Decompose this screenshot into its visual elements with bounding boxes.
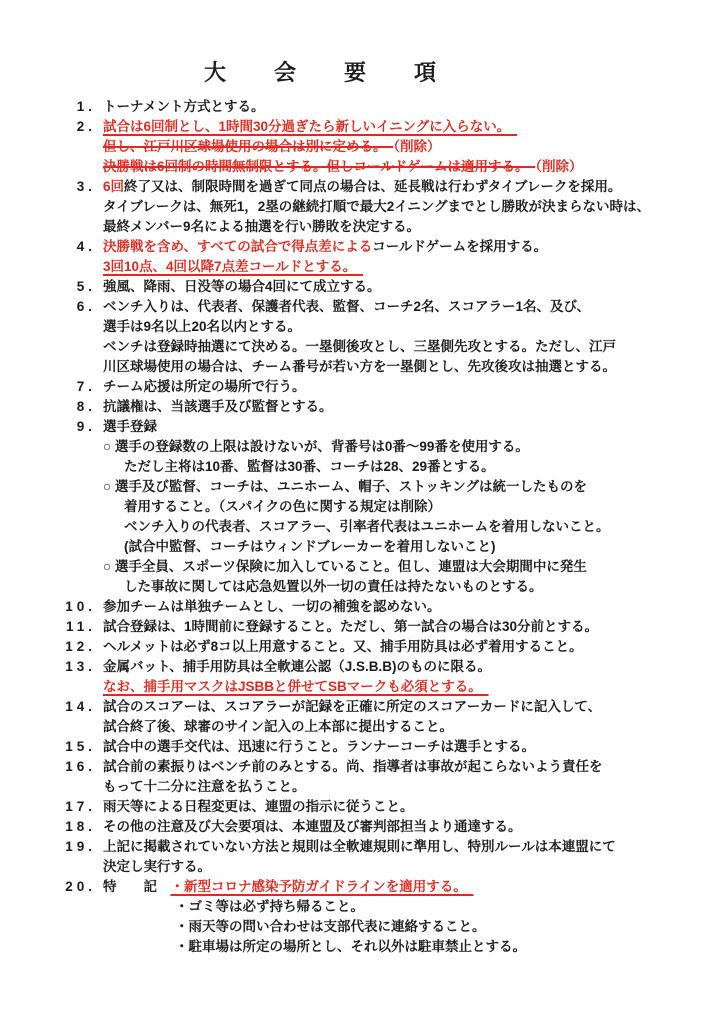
document-item-7	[0, 377, 724, 397]
item-line	[103, 517, 724, 537]
text-segment: ベンチ入りは、代表者、保護者代表、監督、コーチ2名、スコアラー1名、及び、	[103, 299, 590, 314]
text-segment: 参加チームは単独チームとし、一切の補強を認めない。	[103, 599, 441, 614]
item-line	[103, 537, 724, 557]
text-segment: (試合中監督、コーチはウィンドブレーカーを着用しないこと)	[124, 539, 496, 554]
text-segment: なお、捕手用マスクはJSBBと併せてSBマークも必須とする。	[103, 679, 489, 694]
item-line	[103, 477, 724, 497]
item-number: 19.	[65, 839, 96, 854]
item-line	[103, 717, 724, 737]
document-item-20	[0, 877, 724, 957]
text-segment: ベンチ入りの代表者、スコアラー、引率者代表はユニホームを着用しないこと。	[124, 519, 610, 534]
document-item-11	[0, 617, 724, 637]
item-line	[103, 297, 724, 317]
item-line	[103, 337, 724, 357]
text-segment: 川区球場使用の場合は、チーム番号が若い方を一塁側とし、先攻後攻は抽選とする。	[103, 359, 616, 374]
document-item-10	[0, 597, 724, 617]
text-segment: 但し、江戸川区球場使用の場合は別に定める。	[103, 139, 394, 154]
item-number: 9.	[76, 419, 96, 434]
document-item-2	[0, 117, 724, 177]
item-number: 8.	[76, 399, 96, 414]
text-segment: 試合は6回制とし、1時間30分過ぎたら新しいイニングに入らない。	[103, 119, 517, 134]
text-segment: 着用すること。（スパイクの色に関する規定は削除）	[124, 499, 441, 514]
item-number: 11.	[65, 619, 96, 634]
item-number: 2.	[76, 119, 96, 134]
item-number: 18.	[65, 819, 96, 834]
text-segment: 抗議権は、当該選手及び監督とする。	[103, 399, 333, 414]
text-segment: （削除）	[535, 159, 583, 174]
item-number: 17.	[65, 799, 96, 814]
text-segment: 金属バット、捕手用防具は全軟連公認（J.S.B.B)のものに限る。	[103, 659, 492, 674]
item-number: 15.	[65, 739, 96, 754]
item-line	[103, 757, 724, 777]
text-segment: 試合前の素振りはベンチ前のみとする。尚、指導者は事故が起こらないよう責任を	[103, 759, 603, 774]
item-line	[103, 177, 724, 197]
item-number: 10.	[65, 599, 96, 614]
item-line	[103, 617, 724, 637]
text-segment: コールドゲームを採用する。	[372, 239, 548, 254]
text-segment: ヘルメットは必ず8コ以上用意すること。又、捕手用防具は必ず着用すること。	[103, 639, 583, 654]
item-line	[103, 817, 724, 837]
text-segment: 選手登録	[103, 419, 157, 434]
text-segment: 決勝戦は6回制の時間無制限とする。但しコールドゲームは適用する。	[103, 159, 536, 174]
item-number: 20.	[65, 879, 96, 894]
item-line	[103, 677, 724, 697]
text-segment: 決勝戦を含め、すべての試合で得点差による	[103, 239, 373, 254]
item-line	[103, 317, 724, 337]
document-body	[0, 97, 724, 957]
text-segment: （削除）	[393, 139, 441, 154]
document-item-16	[0, 757, 724, 797]
document-item-19	[0, 837, 724, 877]
text-segment: 特 記	[103, 879, 171, 894]
text-segment: 3回10点、4回以降7点差コールドとする。	[103, 259, 364, 274]
text-segment: した事故に関しては応急処置以外一切の責任は持たないものとする。	[124, 579, 543, 594]
item-line	[103, 797, 724, 817]
text-segment: 決定し実行する。	[103, 859, 211, 874]
text-segment: 試合登録は、1時間前に登録すること。ただし、第一試合の場合は30分前とする。	[103, 619, 599, 634]
document-item-17	[0, 797, 724, 817]
item-line	[103, 137, 724, 157]
document-item-18	[0, 817, 724, 837]
document-item-14	[0, 697, 724, 737]
item-line	[103, 457, 724, 477]
item-line	[103, 657, 724, 677]
item-line	[103, 397, 724, 417]
item-number: 3.	[76, 179, 96, 194]
text-segment: その他の注意及び大会要項は、本連盟及び審判部担当より通達する。	[103, 819, 522, 834]
document-item-5	[0, 277, 724, 297]
text-segment: 選手は9名以上20名以内とする。	[103, 319, 302, 334]
item-line	[103, 637, 724, 657]
text-segment: チーム応援は所定の場所で行う。	[103, 379, 306, 394]
item-line	[103, 257, 724, 277]
document-item-13	[0, 657, 724, 697]
item-line	[103, 217, 724, 237]
text-segment: ・駐車場は所定の場所とし、それ以外は駐車禁止とする。	[175, 939, 526, 954]
item-line	[103, 237, 724, 257]
item-line	[103, 197, 724, 217]
item-number: 12.	[65, 639, 96, 654]
item-line	[103, 357, 724, 377]
text-segment: ○ 選手の登録数の上限は設けないが、背番号は0番～99番を使用する。	[103, 439, 529, 454]
item-number: 6.	[76, 299, 96, 314]
text-segment: 試合終了後、球審のサイン記入の上本部に提出すること。	[103, 719, 454, 734]
text-segment: ○ 選手及び監督、コーチは、ユニホーム、帽子、ストッキングは統一したものを	[103, 479, 587, 494]
item-line	[103, 877, 724, 897]
text-segment: 6回	[103, 179, 125, 194]
text-segment: ただし主将は10番、監督は30番、コーチは28、29番とする。	[124, 459, 495, 474]
text-segment: ・新型コロナ感染予防ガイドラインを適用する。	[170, 879, 474, 894]
item-line	[103, 97, 724, 117]
item-line	[103, 737, 724, 757]
text-segment: 強風、降雨、日没等の場合4回にて成立する。	[103, 279, 381, 294]
document-item-1	[0, 97, 724, 117]
text-segment: トーナメント方式とする。	[103, 99, 265, 114]
item-number: 1.	[76, 99, 96, 114]
text-segment: 終了又は、制限時間を過ぎて同点の場合は、延長戦は行わずタイブレークを採用。	[124, 179, 622, 194]
item-line	[103, 277, 724, 297]
item-number: 7.	[76, 379, 96, 394]
item-number: 13.	[65, 659, 96, 674]
item-line	[103, 697, 724, 717]
item-line	[103, 917, 724, 937]
document-item-3	[0, 177, 724, 237]
item-line	[103, 497, 724, 517]
document-item-4	[0, 237, 724, 277]
text-segment: ・ゴミ等は必ず持ち帰ること。	[175, 899, 364, 914]
text-segment: 上記に掲載されていない方法と規則は全軟連規則に準用し、特別ルールは本連盟にて	[103, 839, 616, 854]
item-line	[103, 117, 724, 137]
item-line	[103, 837, 724, 857]
item-number: 4.	[76, 239, 96, 254]
text-segment: ・雨天等の問い合わせは支部代表に連絡すること。	[175, 919, 486, 934]
page-title: 大 会 要 項	[204, 60, 450, 85]
document-item-8	[0, 397, 724, 417]
item-line	[103, 557, 724, 577]
text-segment: もって十二分に注意を払うこと。	[103, 779, 306, 794]
document-item-15	[0, 737, 724, 757]
item-line	[103, 437, 724, 457]
text-segment: 試合のスコアーは、スコアラーが記録を正確に所定のスコアーカードに記入して、	[103, 699, 602, 714]
item-line	[103, 157, 724, 177]
item-line	[103, 417, 724, 437]
document-item-12	[0, 637, 724, 657]
text-segment: 試合中の選手交代は、迅速に行うこと。ランナーコーチは選手とする。	[103, 739, 535, 754]
item-number: 16.	[65, 759, 96, 774]
document-item-9	[0, 417, 724, 597]
item-line	[103, 777, 724, 797]
document-item-6	[0, 297, 724, 377]
text-segment: 雨天等による日程変更は、連盟の指示に従うこと。	[103, 799, 414, 814]
text-segment: タイブレークは、無死1，2塁の継続打順で最大2イニングまでとし勝敗が決まらない時は、	[103, 199, 650, 214]
item-line	[103, 857, 724, 877]
text-segment: ベンチは登録時抽選にて決める。一塁側後攻とし、三塁側先攻とする。ただし、江戸	[103, 339, 616, 354]
item-number: 14.	[65, 699, 96, 714]
item-line	[103, 937, 724, 957]
text-segment: ○ 選手全員、スポーツ保険に加入していること。但し、連盟は大会期間中に発生	[103, 559, 587, 574]
item-number: 5.	[76, 279, 96, 294]
item-line	[103, 577, 724, 597]
item-line	[103, 897, 724, 917]
item-line	[103, 377, 724, 397]
item-line	[103, 597, 724, 617]
text-segment: 最終メンバー9名による抽選を行い勝敗を決定する。	[103, 219, 421, 234]
